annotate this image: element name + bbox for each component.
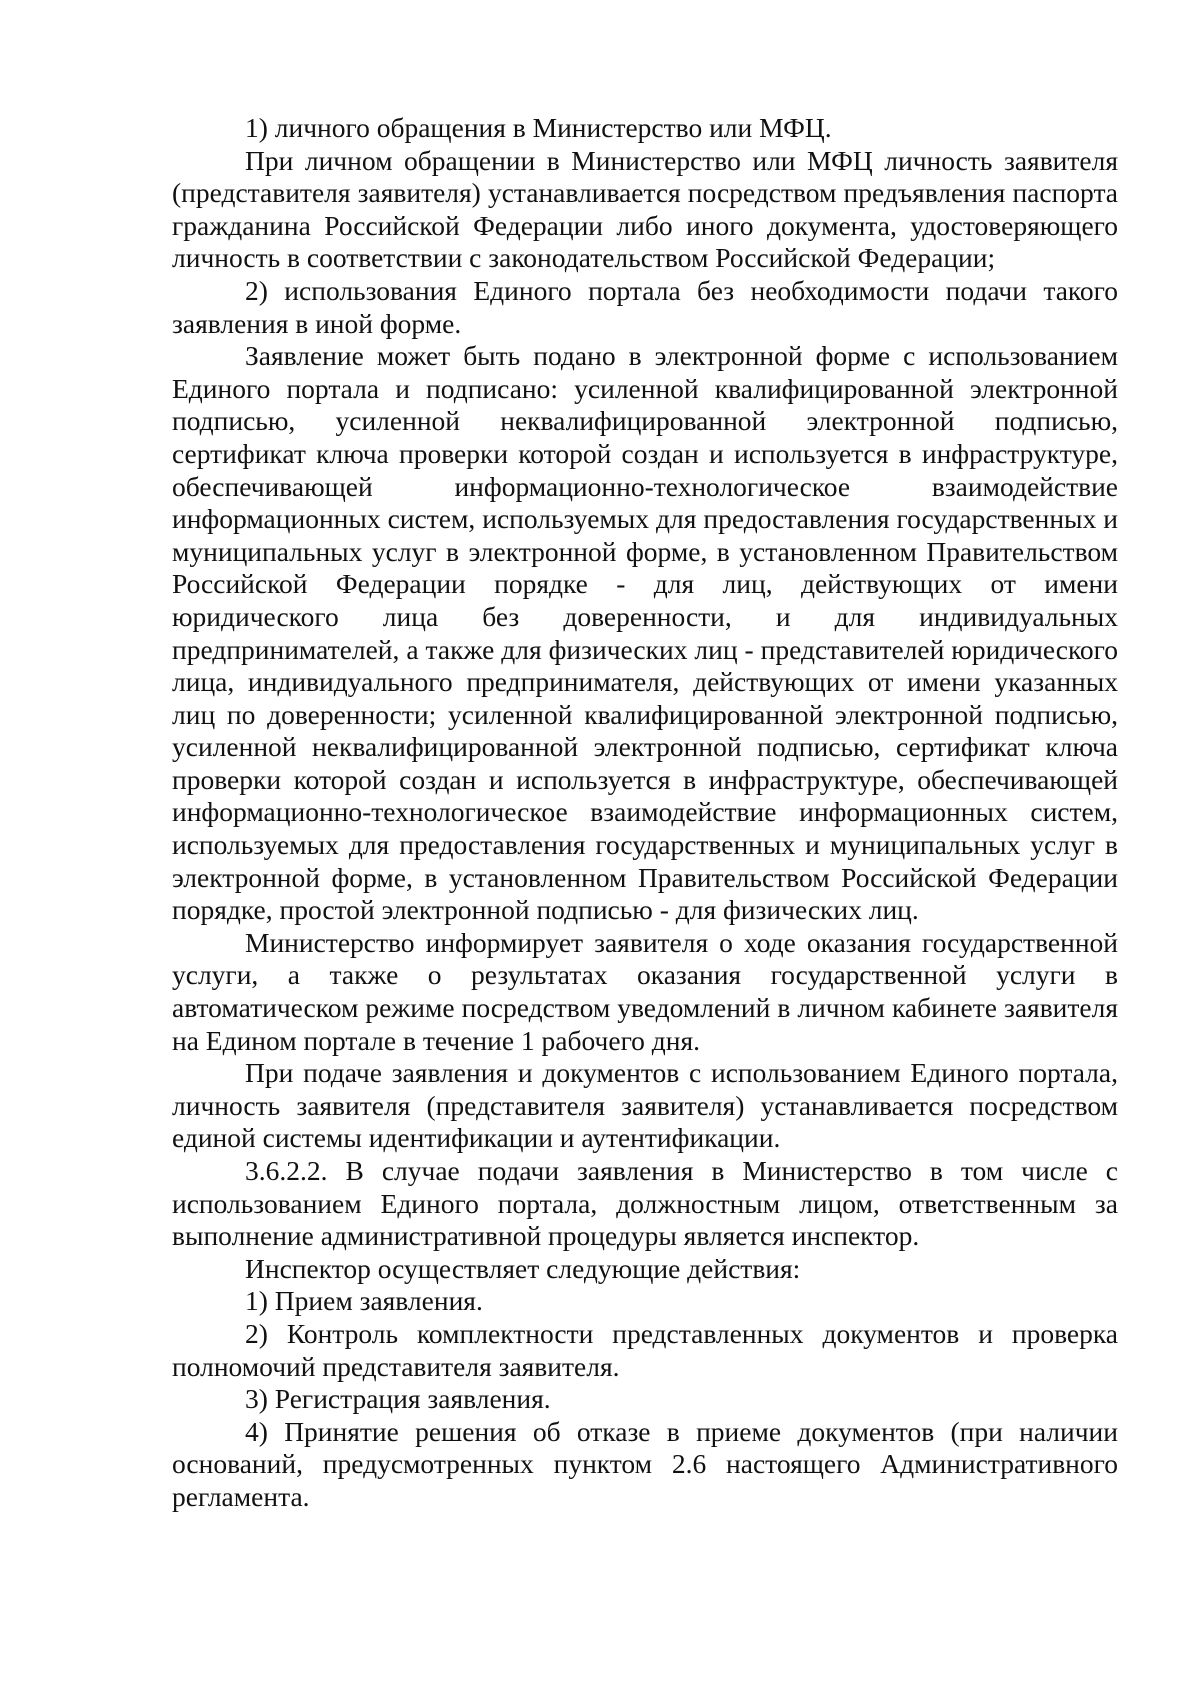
list-item-completeness-check: 2) Контроль комплектности представленных документов и проверка полномочий представителя заявителя.	[172, 1317, 1118, 1382]
paragraph-ministry-informs: Министерство информирует заявителя о ходе оказания государственной услуги, а также о результатах оказания государственной услуги в автоматическом режиме посредством уведомлений в личном кабинете заявителя на Едином портале в течение 1 рабочего дня.	[172, 926, 1118, 1056]
list-item-registration: 3) Регистрация заявления.	[245, 1383, 551, 1415]
paragraph-identity-verification: При личном обращении в Министерство или МФЦ личность заявителя (представителя заявителя) устанавливается посредством предъявления паспорта гражданина Российской Федерации либо иного документа, удостоверяющего личность в соответствии с законодательством Российской Федерации;	[172, 144, 1118, 274]
paragraph-portal-identity: При подаче заявления и документов с использованием Единого портала, личность заявителя (представителя заявителя) устанавливается посредством единой системы идентификации и аутентификации.	[172, 1057, 1118, 1154]
paragraph-inspector-actions: Инспектор осуществляет следующие действия:	[245, 1252, 801, 1284]
list-item-receive-application: 1) Прием заявления.	[245, 1285, 483, 1317]
paragraph-unified-portal: 2) использования Единого портала без необходимости подачи такого заявления в иной форме.	[172, 274, 1118, 339]
paragraph-electronic-signature: Заявление может быть подано в электронной форме с использованием Единого портала и подписано: усиленной квалифицированной электронной подписью, усиленной неквалифицированной электронной подписью, сертификат ключа проверки которой создан и используется в инфраструктуре, обеспечивающей информационно-технологическое взаимодействие информационных систем, используемых для предоставления государственных и муниципальных услуг в электронной форме, в установленном Правительством Российской Федерации порядке - для лиц, действующих от имени юридического лица без доверенности, и для индивидуальных предпринимателей, а также для физических лиц - представителей юридического лица, индивидуального предпринимателя, действующих от имени указанных лиц по доверенности; усиленной квалифицированной электронной подписью, усиленной неквалифицированной электронной подписью, сертификат ключа проверки которой создан и используется в инфраструктуре, обеспечивающей информационно-технологическое взаимодействие информационных систем, используемых для предоставления государственных и муниципальных услуг в электронной форме, в установленном Правительством Российской Федерации порядке, простой электронной подписью - для физических лиц.	[172, 340, 1118, 926]
paragraph-section-3-6-2-2: 3.6.2.2. В случае подачи заявления в Министерство в том числе с использованием Единого портала, должностным лицом, ответственным за выполнение административной процедуры является инспектор.	[172, 1155, 1118, 1252]
document-body	[172, 112, 1118, 1514]
paragraph-personal-visit: 1) личного обращения в Министерство или МФЦ.	[245, 112, 832, 143]
list-item-refusal-decision: 4) Принятие решения об отказе в приеме документов (при наличии оснований, предусмотренных пунктом 2.6 настоящего Административного регламента.	[172, 1415, 1118, 1512]
